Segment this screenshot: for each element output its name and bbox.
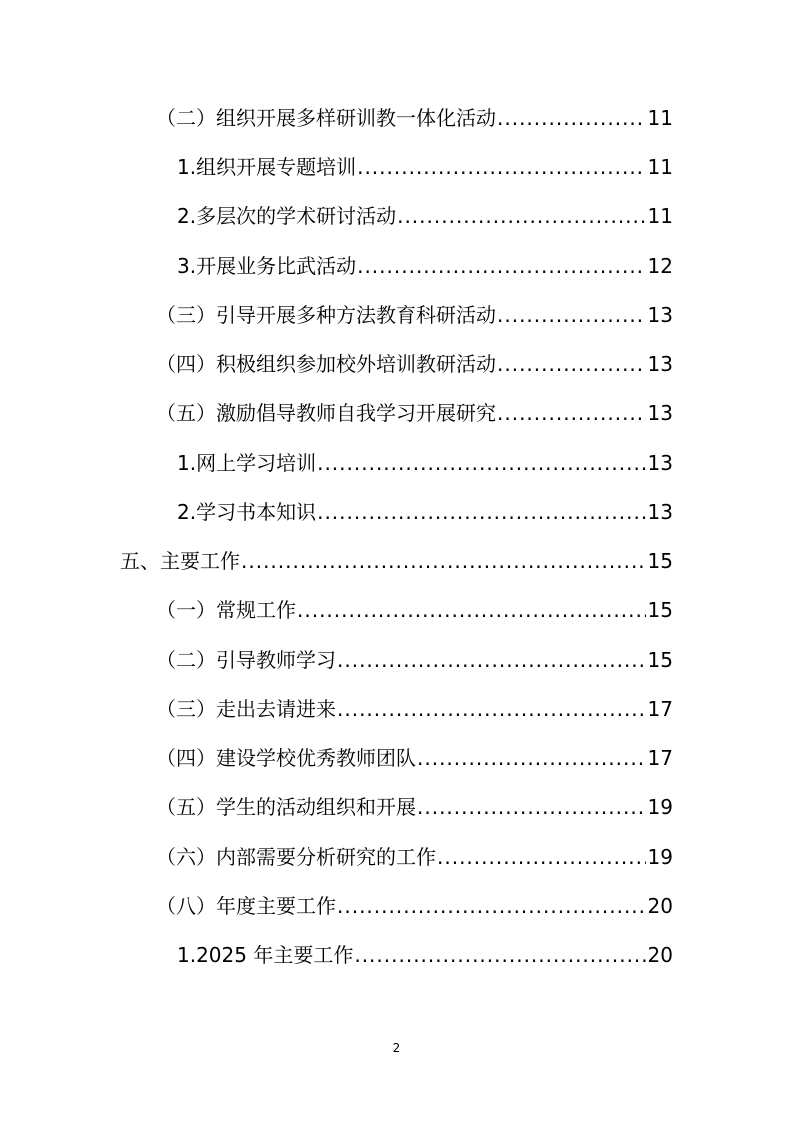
toc-entry [0, 537, 673, 586]
toc-entry-label: 2.多层次的学术研讨活动 [177, 204, 397, 229]
toc-entry-page: 11 [647, 106, 673, 130]
toc-entry [0, 488, 673, 537]
toc-dot-leader [497, 389, 646, 438]
toc-entry-page: 15 [647, 549, 673, 574]
toc-entry-label: 2.学习书本知识 [177, 499, 317, 524]
toc-entry [0, 192, 673, 241]
toc-dot-leader [337, 636, 646, 685]
toc-dot-leader [317, 439, 645, 488]
toc-dot-leader [317, 488, 645, 537]
toc-entry-label: （二）组织开展多样研训教一体化活动 [156, 106, 496, 130]
toc-dot-leader [337, 882, 646, 931]
toc-entry [0, 931, 673, 980]
toc-dot-leader [437, 833, 646, 882]
toc-entry [0, 783, 673, 832]
toc-entry [0, 734, 673, 783]
toc-dot-leader [417, 734, 646, 783]
toc-entry-label: 1.2025 年主要工作 [177, 942, 354, 967]
toc-dot-leader [337, 685, 646, 734]
toc-entry [0, 291, 673, 340]
toc-entry [0, 685, 673, 734]
toc-entry-label: （一）常规工作 [156, 598, 296, 623]
toc-entry-label: （五）激励倡导教师自我学习开展研究 [156, 401, 496, 426]
toc-dot-leader [417, 783, 646, 832]
toc-entry-page: 13 [647, 450, 673, 475]
toc-entry-page: 11 [647, 204, 673, 229]
toc-entry-page: 11 [647, 155, 673, 180]
toc-entry-label: 3.开展业务比武活动 [177, 253, 357, 278]
toc-dot-leader [357, 242, 645, 291]
toc-entry-page: 13 [647, 499, 673, 524]
toc-dot-leader [497, 94, 646, 143]
toc-entry-label: （三）引导开展多种方法教育科研活动 [156, 302, 496, 327]
toc-entry [0, 586, 673, 635]
toc-entry-page: 20 [647, 893, 673, 918]
toc-entry [0, 143, 673, 192]
toc-entry-page: 17 [647, 696, 673, 721]
toc-entry [0, 833, 673, 882]
toc-entry-page: 15 [647, 598, 673, 623]
toc-dot-leader [297, 586, 646, 635]
toc-entry-page: 13 [647, 401, 673, 426]
toc-dot-leader [354, 931, 645, 980]
toc-entry-page: 19 [647, 795, 673, 820]
toc-entry-label: （八）年度主要工作 [156, 893, 336, 918]
toc-entry-page: 19 [647, 844, 673, 869]
toc-entry-label: （六）内部需要分析研究的工作 [156, 844, 436, 869]
toc-entry [0, 94, 673, 143]
toc-dot-leader [497, 340, 646, 389]
toc-dot-leader [497, 291, 646, 340]
page-number: 2 [392, 1041, 401, 1055]
toc-entry-label: 五、主要工作 [120, 549, 240, 574]
toc-entry-page: 13 [647, 352, 673, 377]
toc-entry [0, 340, 673, 389]
toc-entry-label: （四）建设学校优秀教师团队 [156, 746, 416, 771]
table-of-contents [0, 94, 673, 980]
toc-dot-leader [357, 143, 645, 192]
toc-entry-page: 12 [647, 253, 673, 278]
toc-dot-leader [397, 192, 645, 241]
toc-entry [0, 439, 673, 488]
toc-entry-page: 17 [647, 746, 673, 771]
toc-entry-label: （三）走出去请进来 [156, 696, 336, 721]
toc-entry-page: 13 [647, 302, 673, 327]
toc-entry-page: 15 [647, 647, 673, 672]
toc-entry-label: （二）引导教师学习 [156, 647, 336, 672]
toc-entry-page: 20 [647, 942, 673, 967]
toc-entry [0, 636, 673, 685]
toc-entry-label: 1.组织开展专题培训 [177, 155, 357, 180]
toc-dot-leader [241, 537, 646, 586]
toc-entry-label: （五）学生的活动组织和开展 [156, 795, 416, 820]
toc-entry-label: （四）积极组织参加校外培训教研活动 [156, 352, 496, 377]
toc-entry-label: 1.网上学习培训 [177, 450, 317, 475]
toc-entry [0, 882, 673, 931]
toc-entry [0, 389, 673, 438]
toc-entry [0, 242, 673, 291]
